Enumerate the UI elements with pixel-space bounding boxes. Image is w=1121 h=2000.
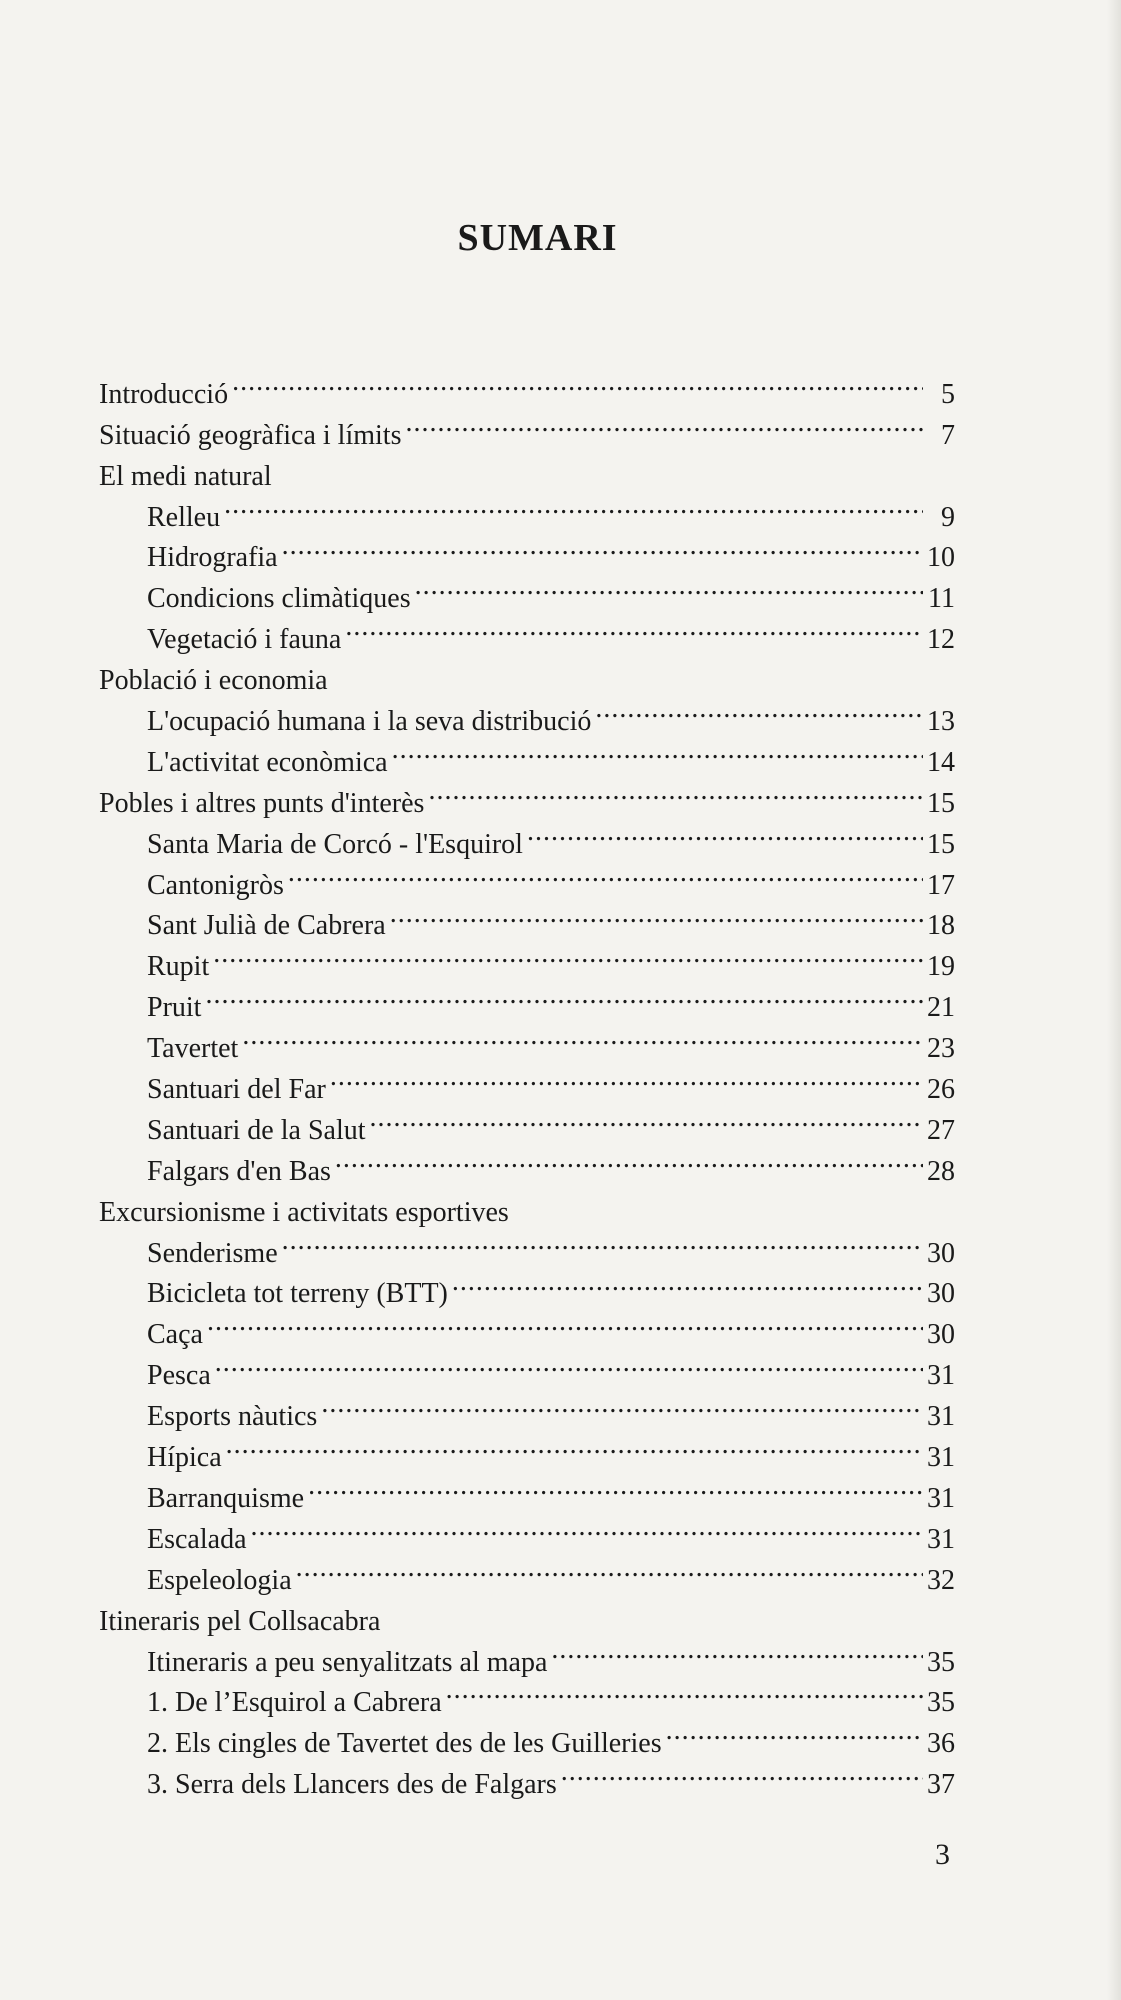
page-title: SUMARI [457, 217, 618, 259]
toc-entry-page: 5 [941, 378, 955, 410]
toc-entry-label: Senderisme [147, 1237, 278, 1269]
toc-entry-page: 30 [927, 1237, 955, 1269]
toc-entry-page: 14 [927, 746, 955, 778]
toc-entry [99, 362, 955, 410]
page-edge-shadow [1107, 0, 1121, 2000]
toc-entry-label: Introducció [99, 378, 229, 410]
toc-leader-dots [666, 1711, 923, 1752]
toc-entry-label: L'ocupació humana i la seva distribució [147, 706, 592, 738]
toc-entry-label: Santa Maria de Corcó - l'Esquirol [147, 828, 523, 860]
toc-entry-page: 32 [927, 1564, 955, 1596]
toc-entry-page: 30 [927, 1278, 955, 1310]
toc-entry-label: Tavertet [147, 1033, 239, 1065]
toc-entry-page: 18 [927, 910, 955, 942]
toc-leader-dots [213, 934, 923, 975]
toc-entry-page: 9 [941, 501, 955, 533]
toc-entry-page: 30 [927, 1319, 955, 1351]
toc-entry-page: 15 [927, 828, 955, 860]
toc-leader-dots [452, 1262, 923, 1303]
toc-leader-dots [392, 730, 923, 771]
toc-leader-dots [428, 771, 923, 812]
toc-leader-dots [405, 403, 923, 444]
toc-leader-dots [390, 894, 923, 935]
toc-entry [99, 975, 955, 1024]
toc-entry [99, 1425, 955, 1474]
toc-entry-page: 12 [927, 624, 955, 656]
toc-entry-label: L'activitat econòmica [147, 746, 388, 778]
toc-leader-dots [308, 1466, 923, 1507]
table-of-contents [99, 362, 955, 1801]
toc-leader-dots [527, 812, 923, 853]
toc-entry-label: Santuari del Far [147, 1074, 326, 1106]
toc-entry [99, 485, 955, 533]
toc-entry-label: Hípica [147, 1442, 222, 1474]
toc-entry-page: 31 [927, 1523, 955, 1555]
toc-leader-dots [330, 1057, 923, 1098]
toc-entry-page: 21 [927, 992, 955, 1024]
toc-entry-label: Esports nàutics [147, 1401, 318, 1433]
toc-entry-label: Barranquisme [147, 1482, 305, 1514]
toc-entry [99, 934, 955, 983]
toc-leader-dots [561, 1752, 923, 1793]
toc-leader-dots [226, 1425, 923, 1466]
toc-entry-label: Pesca [147, 1360, 211, 1392]
toc-entry-label: Itineraris pel Collsacabra [99, 1605, 381, 1637]
toc-entry-label: 1. De l’Esquirol a Cabrera [147, 1687, 442, 1719]
toc-leader-dots [224, 485, 923, 526]
toc-leader-dots [370, 1098, 923, 1139]
toc-leader-dots [251, 1507, 924, 1548]
toc-entry-page: 35 [927, 1687, 955, 1719]
toc-leader-dots [242, 1016, 923, 1057]
toc-leader-dots [207, 1302, 923, 1343]
toc-entry-label: Santuari de la Salut [147, 1114, 366, 1146]
toc-leader-dots [296, 1548, 923, 1589]
toc-entry-page: 35 [927, 1646, 955, 1678]
toc-leader-dots [321, 1384, 923, 1425]
toc-entry-label: Espeleologia [147, 1564, 292, 1596]
toc-entry [99, 526, 955, 574]
toc-entry-page: 37 [927, 1769, 955, 1801]
toc-entry-page: 15 [927, 787, 955, 819]
toc-entry-label: Rupit [147, 951, 210, 983]
toc-leader-dots [595, 689, 923, 730]
toc-leader-dots [282, 526, 923, 567]
toc-entry-label: El medi natural [99, 460, 272, 492]
toc-leader-dots [335, 1139, 923, 1180]
toc-entry [99, 1016, 955, 1065]
toc-entry-page: 23 [927, 1033, 955, 1065]
toc-entry-label: Hidrografia [147, 542, 278, 574]
toc-leader-dots [415, 566, 923, 607]
toc-entry [99, 1466, 955, 1514]
toc-entry-page: 28 [927, 1155, 955, 1187]
toc-leader-dots [282, 1221, 923, 1262]
toc-entry-page: 31 [927, 1442, 955, 1474]
toc-entry-label: Cantonigròs [147, 869, 284, 901]
toc-entry-label: Itineraris a peu senyalitzats al mapa [147, 1646, 548, 1678]
toc-leader-dots [288, 853, 923, 894]
toc-entry-label: Relleu [147, 501, 221, 533]
toc-entry-label: Vegetació i fauna [147, 624, 342, 656]
toc-entry-page: 36 [927, 1728, 955, 1760]
page-number: 3 [935, 1838, 950, 1871]
toc-entry-label: Pruit [147, 992, 202, 1024]
toc-entry-page: 10 [927, 542, 955, 574]
toc-entry-page: 31 [927, 1482, 955, 1514]
toc-leader-dots [205, 975, 923, 1016]
toc-entry-page: 19 [927, 951, 955, 983]
toc-entry-label: Sant Julià de Cabrera [147, 910, 386, 942]
toc-entry-page: 13 [927, 706, 955, 738]
toc-leader-dots [232, 362, 923, 403]
toc-leader-dots [215, 1343, 923, 1384]
toc-entry-page: 7 [941, 419, 955, 451]
toc-leader-dots [551, 1630, 923, 1671]
toc-entry-label: Excursionisme i activitats esportives [99, 1196, 509, 1228]
toc-entry-label: Condicions climàtiques [147, 583, 411, 615]
toc-entry-label: 3. Serra dels Llancers des de Falgars [147, 1769, 557, 1801]
toc-entry [99, 1384, 955, 1433]
toc-entry-page: 27 [927, 1114, 955, 1146]
toc-entry-label: 2. Els cingles de Tavertet des de les Guilleries [147, 1728, 662, 1760]
toc-entry-label: Situació geogràfica i límits [99, 419, 402, 451]
toc-leader-dots [446, 1671, 923, 1712]
toc-entry-page: 11 [928, 583, 955, 615]
toc-entry [99, 1302, 955, 1351]
toc-entry-label: Bicicleta tot terreny (BTT) [147, 1278, 448, 1310]
toc-leader-dots [345, 607, 923, 648]
toc-entry-page: 17 [927, 869, 955, 901]
toc-entry-label: Pobles i altres punts d'interès [99, 787, 425, 819]
toc-entry-label: Població i economia [99, 665, 328, 697]
toc-entry-label: Escalada [147, 1523, 247, 1555]
toc-entry-label: Falgars d'en Bas [147, 1155, 331, 1187]
toc-entry [99, 1343, 955, 1392]
toc-entry-page: 26 [927, 1074, 955, 1106]
toc-entry-page: 31 [927, 1401, 955, 1433]
toc-entry-label: Caça [147, 1319, 203, 1351]
toc-entry-page: 31 [927, 1360, 955, 1392]
